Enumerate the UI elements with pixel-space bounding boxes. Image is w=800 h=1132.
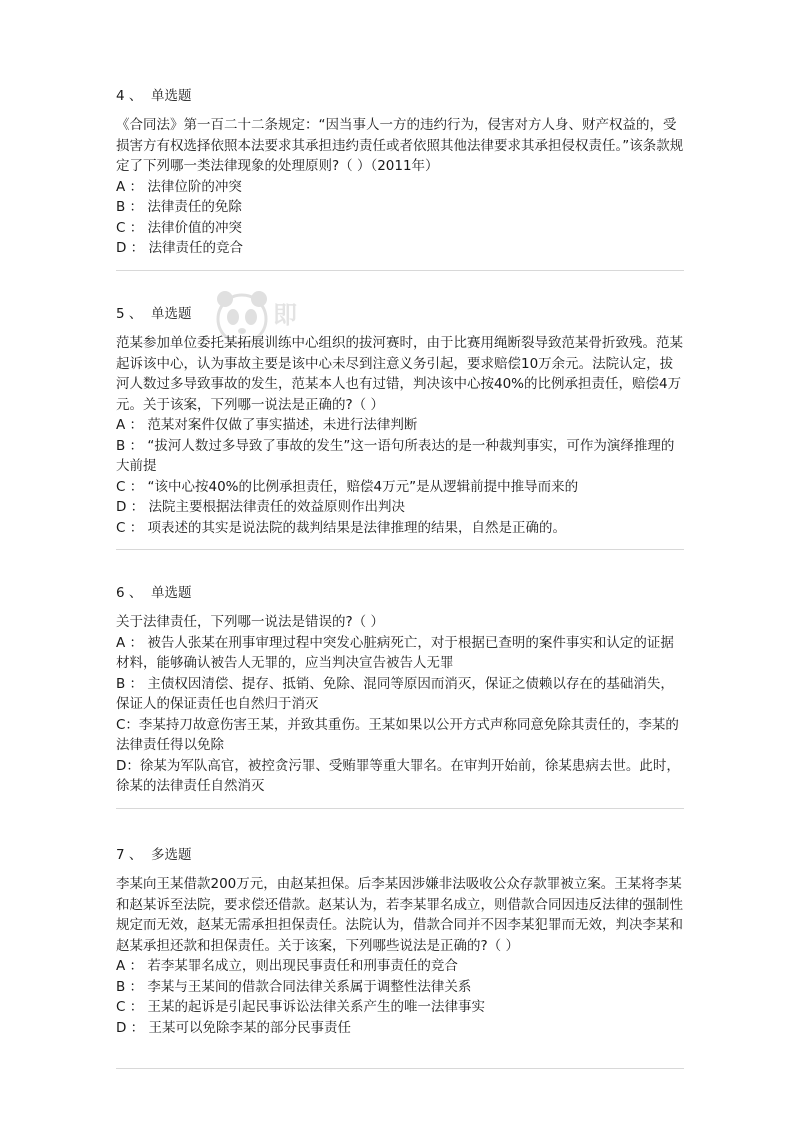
option-d: D ： 法院主要根据法律责任的效益原则作出判决 [116, 499, 405, 515]
option-c: C ： “该中心按40%的比例承担责任，赔偿4万元”是从逻辑前提中推导而来的 [116, 478, 579, 495]
option-d: D ： 王某可以免除李某的部分民事责任 [116, 1019, 351, 1036]
option-b: B ： 法律责任的免除 [116, 199, 242, 215]
option-c: C ： 王某的起诉是引起民事诉讼法律关系产生的唯一法律事实 [116, 999, 486, 1015]
question-divider [116, 270, 684, 271]
question-stem: 《合同法》第一百二十二条规定：“因当事人一方的违约行为，侵害对方人身、财产权益的，受损害方有权选择依照本法要求其承担违约责任或者依照其他法律要求其承担侵权责任。”该条款规定了下列哪一类法律现象的处理原则?（ ）（2011年） [116, 117, 684, 174]
option-b: B ： 李某与王某间的借款合同法律关系属于调整性法律关系 [116, 978, 472, 995]
question-5 [116, 304, 686, 538]
question-stem: 范某参加单位委托某拓展训练中心组织的拔河赛时，由于比赛用绳断裂导致范某骨折致残。范某起诉该中心，认为事故主要是该中心未尽到注意义务引起，要求赔偿10万余元。法院认定，拔河人数过多导致事故的发生，范某本人也有过错，判决该中心按40%的比例承担责任，赔偿4万元。关于该案，下列哪一说法是正确的?（ ） [116, 335, 683, 413]
question-divider [116, 549, 684, 550]
option-c: C ： 法律价值的冲突 [116, 219, 243, 236]
question-header: 4 、 单选题 [116, 88, 192, 104]
option-a: A ： 被告人张某在刑事审理过程中突发心脏病死亡，对于根据已查明的案件事实和认定的证据材料，能够确认被告人无罪的，应当判决宣告被告人无罪 [116, 634, 674, 671]
option-b: B ： 主债权因清偿、提存、抵销、免除、混同等原因而消灭，保证之债赖以存在的基础消失，保证人的保证责任也自然归于消灭 [116, 675, 674, 712]
question-7 [116, 845, 686, 1038]
option-a: A ： 若李某罪名成立，则出现民事责任和刑事责任的竞合 [116, 958, 458, 974]
question-divider [116, 1068, 684, 1069]
option-d: D ： 法律责任的竞合 [116, 240, 243, 256]
option-c-note: C ： 项表述的其实是说法院的裁判结果是法律推理的结果，自然是正确的。 [116, 519, 567, 536]
question-4 [116, 86, 686, 259]
question-stem: 关于法律责任，下列哪一说法是错误的?（ ） [116, 614, 384, 630]
question-header: 5 、 单选题 [116, 306, 192, 322]
option-b: B ： “拔河人数过多导致了事故的发生”这一语句所表达的是一种裁判事实，可作为演绎推理的大前提 [116, 437, 675, 474]
option-a: A ： 范某对案件仅做了事实描述，未进行法律判断 [116, 417, 418, 433]
question-header: 7 、 多选题 [116, 847, 192, 863]
option-c: C：李某持刀故意伤害王某，并致其重伤。王某如果以公开方式声称同意免除其责任的，李某的法律责任得以免除 [116, 716, 679, 753]
question-6 [116, 583, 686, 797]
question-stem: 李某向王某借款200万元，由赵某担保。后李某因涉嫌非法吸收公众存款罪被立案。王某将李某和赵某诉至法院，要求偿还借款。赵某认为，若李某罪名成立，则借款合同因违反法律的强制性规定而无效，赵某无需承担担保责任。法院认为，借款合同并不因李某犯罪而无效，判决李某和赵某承担还款和担保责任。关于该案，下列哪些说法是正确的?（ ） [116, 876, 683, 954]
question-header: 6 、 单选题 [116, 585, 192, 601]
watermark-text: 即 [273, 301, 299, 329]
option-a: A ： 法律位阶的冲突 [116, 178, 242, 195]
option-d: D：徐某为军队高官，被控贪污罪、受贿罪等重大罪名。在审判开始前，徐某患病去世。此时，徐某的法律责任自然消灭 [116, 757, 680, 794]
question-divider [116, 808, 684, 809]
